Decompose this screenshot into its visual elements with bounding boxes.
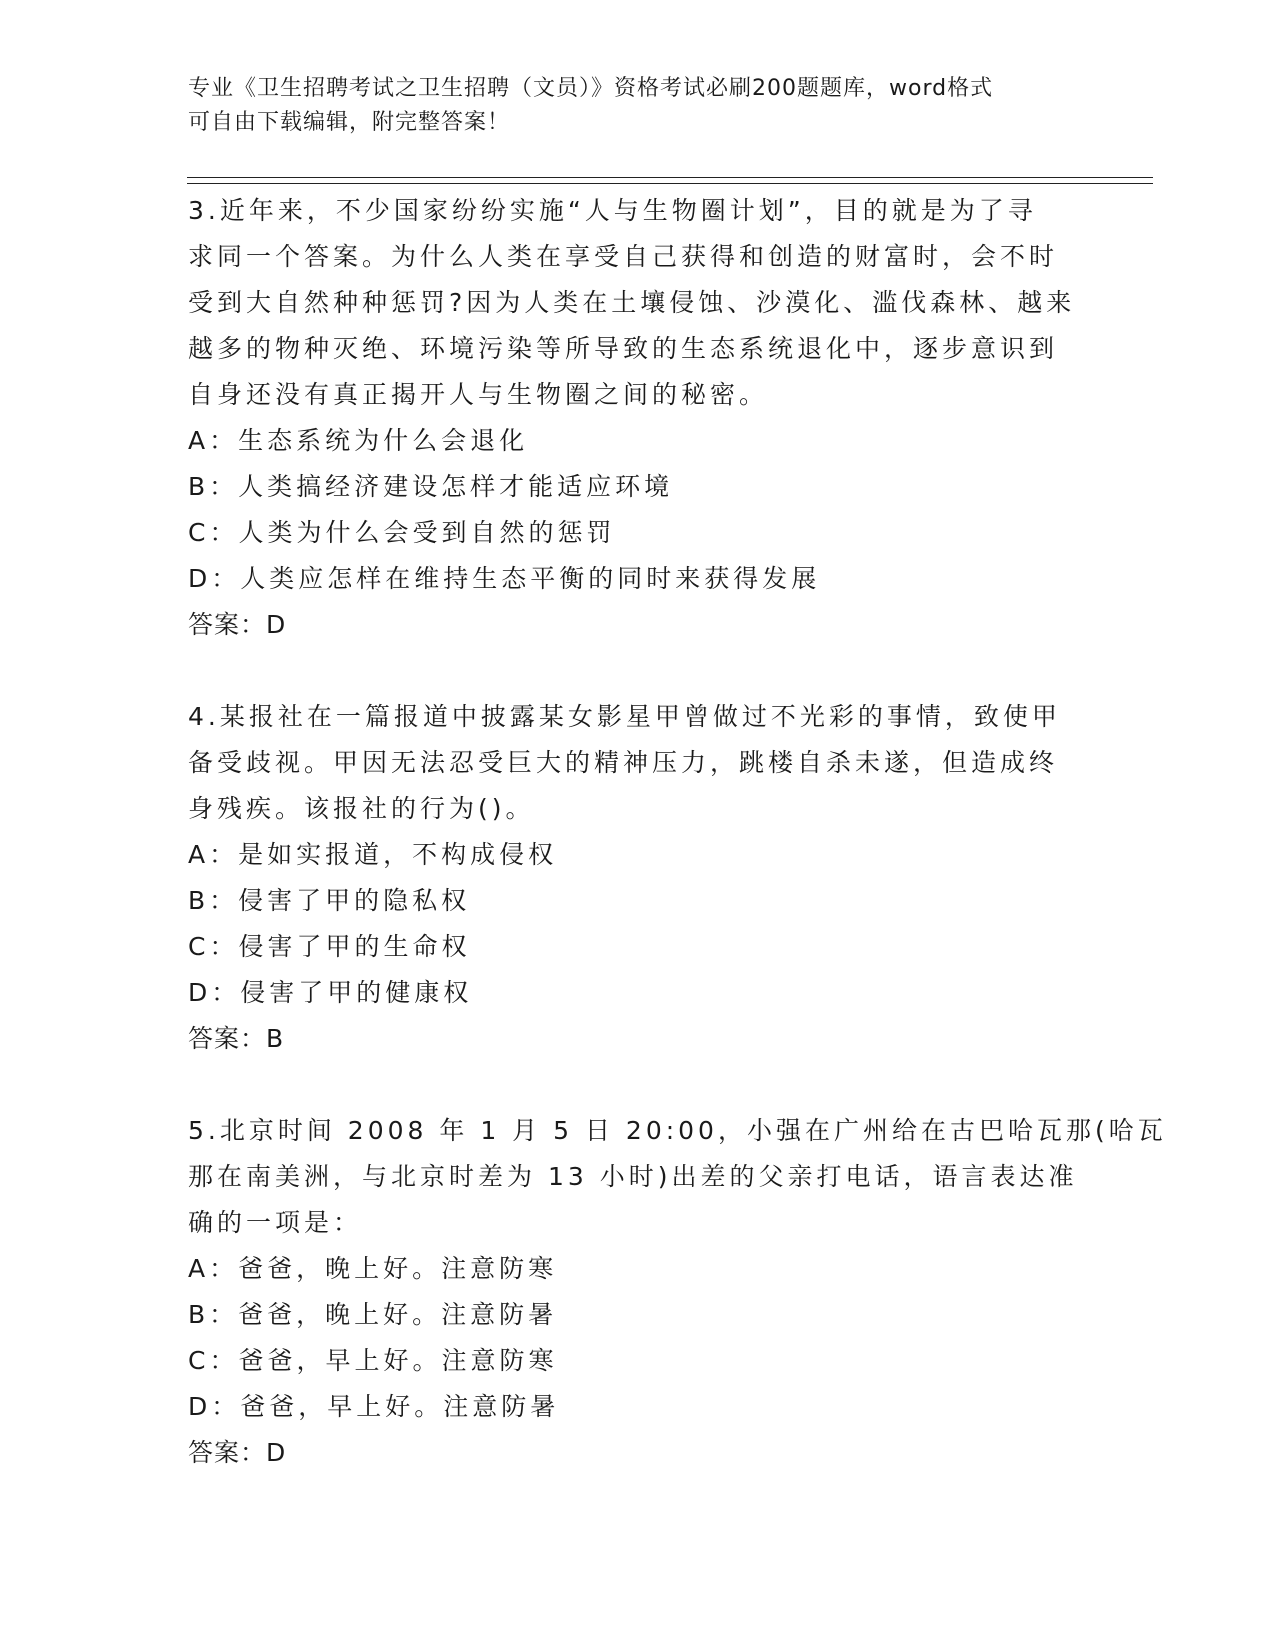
option-d: D：爸爸，早上好。注意防暑 xyxy=(188,1392,560,1421)
document-header xyxy=(188,72,1068,140)
question-text-line: 5.北京时间 2008 年 1 月 5 日 20:00，小强在广州给在古巴哈瓦那(哈瓦 xyxy=(188,1116,1167,1145)
option-c: C：人类为什么会受到自然的惩罚 xyxy=(188,518,616,547)
question-text-line: 身残疾。该报社的行为()。 xyxy=(188,794,535,823)
question-4 xyxy=(188,694,1078,1062)
question-text-line: 自身还没有真正揭开人与生物圈之间的秘密。 xyxy=(188,380,769,409)
option-c: C：侵害了甲的生命权 xyxy=(188,932,471,961)
option-c: C：爸爸，早上好。注意防寒 xyxy=(188,1346,558,1375)
option-b: B：爸爸，晚上好。注意防暑 xyxy=(188,1300,558,1329)
question-3 xyxy=(188,188,1078,648)
header-rule-bottom xyxy=(187,183,1153,184)
question-text-line: 3.近年来，不少国家纷纷实施“人与生物圈计划”，目的就是为了寻 xyxy=(188,196,1037,225)
answer-label: 答案：B xyxy=(188,1024,285,1053)
question-text-line: 4.某报社在一篇报道中披露某女影星甲曾做过不光彩的事情，致使甲 xyxy=(188,702,1061,731)
option-a: A：生态系统为什么会退化 xyxy=(188,426,529,455)
question-text-line: 备受歧视。甲因无法忍受巨大的精神压力，跳楼自杀未遂，但造成终 xyxy=(188,748,1059,777)
header-title-line-2: 可自由下载编辑，附完整答案！ xyxy=(188,110,511,135)
option-b: B：侵害了甲的隐私权 xyxy=(188,886,471,915)
option-a: A：爸爸，晚上好。注意防寒 xyxy=(188,1254,558,1283)
question-5 xyxy=(188,1108,1167,1476)
question-text-line: 越多的物种灭绝、环境污染等所导致的生态系统退化中，逐步意识到 xyxy=(188,334,1059,363)
question-text-line: 确的一项是： xyxy=(188,1208,363,1237)
question-list xyxy=(188,188,1167,1522)
option-d: D：侵害了甲的健康权 xyxy=(188,978,473,1007)
option-b: B：人类搞经济建设怎样才能适应环境 xyxy=(188,472,674,501)
answer-label: 答案：D xyxy=(188,610,287,639)
option-a: A：是如实报道，不构成侵权 xyxy=(188,840,558,869)
question-text-line: 那在南美洲，与北京时差为 13 小时)出差的父亲打电话，语言表达准 xyxy=(188,1162,1078,1191)
header-title-line-1: 专业《卫生招聘考试之卫生招聘（文员）》资格考试必刷200题题库，word格式 xyxy=(188,76,994,101)
question-text-line: 受到大自然种种惩罚?因为人类在土壤侵蚀、沙漠化、滥伐森林、越来 xyxy=(188,288,1076,317)
answer-label: 答案：D xyxy=(188,1438,287,1467)
header-rule-top xyxy=(187,177,1153,178)
question-text-line: 求同一个答案。为什么人类在享受自己获得和创造的财富时，会不时 xyxy=(188,242,1059,271)
option-d: D：人类应怎样在维持生态平衡的同时来获得发展 xyxy=(188,564,821,593)
